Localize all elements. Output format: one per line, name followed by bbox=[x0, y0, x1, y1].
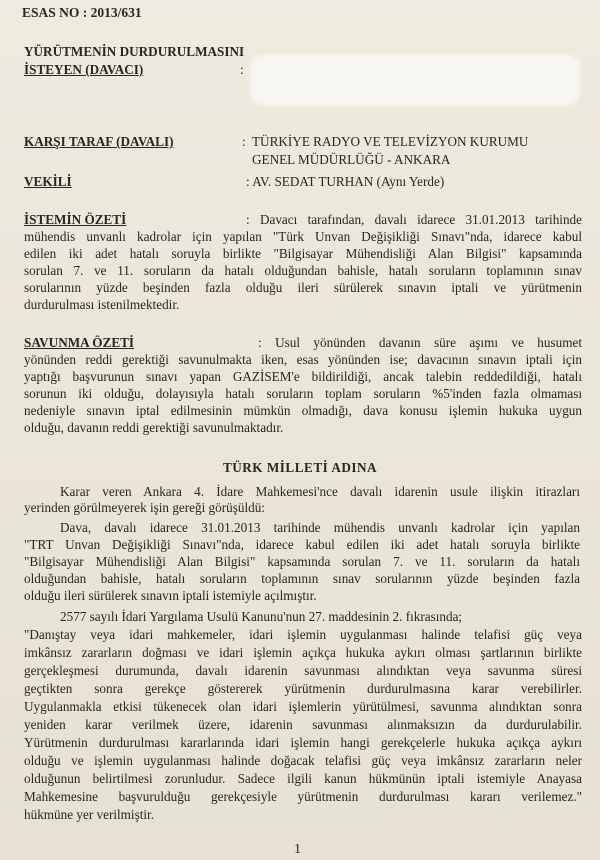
body-line: Yürütmenin durdurulması kararlarında idari işlemin hangi gerekçelerle hukuka açıkça aykırı bbox=[24, 735, 582, 750]
body-line: "TRT Unvan Değişikliği Sınavı"nda, idarece kabul edilen iki adet hatalı soruyla birlikte bbox=[24, 537, 580, 552]
defense-line: nedeniyle sınavın iptal edilmesinin mümkün olmadığı, dava konusu işlemin hukuka uygun bbox=[24, 403, 582, 418]
body-line: olduğu ileri sürülerek sınavın iptali istemiyle açılmıştır. bbox=[24, 588, 317, 603]
summary-line: : Davacı tarafından, davalı idarece 31.01.2013 tarihinde bbox=[246, 212, 582, 227]
defendant-name-line2: GENEL MÜDÜRLÜĞÜ - ANKARA bbox=[252, 152, 451, 167]
section-heading: TÜRK MİLLETİ ADINA bbox=[222, 460, 378, 475]
defense-line: yaptığı başvurunun sınavı yapan GAZİSEM'e bildirildiği, ancak talebin reddedildiği, hatalı bbox=[24, 369, 582, 384]
defense-line: : Usul yönünden davanın süre aşımı ve husumet bbox=[258, 335, 582, 350]
defendant-label: KARŞI TARAF (DAVALI) bbox=[24, 134, 174, 149]
body-line: Karar veren Ankara 4. İdare Mahkemesi'nce davalı idarenin usule ilişkin itirazları bbox=[60, 484, 580, 499]
page-number: 1 bbox=[294, 842, 301, 857]
summary-line: sorularının yüzde beşinden fazla olduğu ileri sürülerek sınavın iptali ve yürütmenin bbox=[24, 280, 582, 295]
summary-line: durdurulması istenilmektedir. bbox=[24, 297, 180, 312]
body-line: hükmüne yer verilmiştir. bbox=[24, 807, 155, 822]
body-line: geçtikten sonra gerekçe göstererek yürütmenin durdurulmasına karar verebilirler. bbox=[24, 681, 582, 696]
body-line: gerçekleşmesi durumunda, davalı idarenin savunması alındıktan veya savunma süresi bbox=[24, 663, 582, 678]
body-line: olduğunun belirtilmesi zorunludur. Sadece ilgili kanun hükmünün iptali istemiyle Anayasa bbox=[24, 771, 582, 786]
body-line: yerinden görülmeyerek işin gereği görüşüldü: bbox=[24, 500, 265, 515]
body-line: Uygulanmakla etkisi tükenecek olan idari işlemlerin yürütülmesi, savunma alındıktan sonra bbox=[24, 699, 582, 714]
body-line: imkânsız zararların doğması ve idari işlemin açıkça hukuka aykırı olması şartlarının birlikte bbox=[24, 645, 582, 660]
body-line: olduğu ve işlemin uygulanması halinde doğacak telafisi güç veya imkânsız zararların neler bbox=[24, 753, 582, 768]
defense-line: yönünden reddi gerektiği savunulmakta iken, esas yönünden ise; davacının sınavın iptali için bbox=[24, 352, 582, 367]
body-line: 2577 sayılı İdari Yargılama Usulü Kanunu'nun 27. maddesinin 2. fıkrasında; bbox=[60, 609, 463, 624]
body-line: Dava, davalı idarece 31.01.2013 tarihinde mühendis unvanlı kadrolar için yapılan bbox=[60, 520, 580, 535]
summary-line: sorulan 7. ve 11. soruların da hatalı olduğundan bahisle, hatalı soruların toplamının sınav bbox=[24, 263, 582, 278]
defense-label: SAVUNMA ÖZETİ bbox=[24, 335, 135, 350]
attorney-label: VEKİLİ bbox=[24, 174, 72, 189]
plaintiff-label-line1: YÜRÜTMENİN DURDURULMASINI bbox=[24, 44, 245, 59]
defendant-name-line1: TÜRKİYE RADYO VE TELEVİZYON KURUMU bbox=[252, 134, 529, 149]
attorney-value: : AV. SEDAT TURHAN (Aynı Yerde) bbox=[246, 174, 445, 189]
body-line: olduğundan bahisle, hatalı soruların toplamının sınav sorularının yüzde beşinden fazla bbox=[24, 571, 580, 586]
defense-line: sorunun iki olduğu, dolayısıyla hatalı soruların toplam soruların %5'inden fazla olmaması bbox=[24, 386, 582, 401]
summary-line: mühendis unvanlı kadrolar için yapılan "Türk Unvan Değişikliği Sınavı"nda, idarece kabul bbox=[24, 229, 582, 244]
body-line: yeniden karar verilmek üzere, idarenin savunması alınmaksızın da durdurulabilir. bbox=[24, 717, 582, 732]
defense-line: olduğu, davanın reddi gerektiği savunulmaktadır. bbox=[24, 420, 284, 435]
summary-label: İSTEMİN ÖZETİ bbox=[24, 212, 127, 227]
plaintiff-label-line2: İSTEYEN (DAVACI) bbox=[24, 62, 144, 77]
body-line: "Bilgisayar Mühendisliği Alan Bilgisi" kapsamında sorulan 7. ve 11. soruların da hatalı bbox=[24, 554, 580, 569]
body-line: Mahkemesine başvurulduğu gerekçesiyle yürütmenin durdurulması kararı verilemez." bbox=[24, 789, 582, 804]
plaintiff-separator: : bbox=[240, 62, 244, 77]
redaction-block bbox=[250, 54, 580, 106]
case-number: ESAS NO : 2013/631 bbox=[22, 5, 142, 20]
defendant-separator: : bbox=[242, 134, 246, 149]
body-line: "Danıştay veya idari mahkemeler, idari işlemin uygulanması halinde telafisi güç veya bbox=[24, 627, 582, 642]
summary-line: edilen iki adet hatalı soruyla birlikte "Bilgisayar Mühendisliği Alan Bilgisi" kapsamında bbox=[24, 246, 582, 261]
